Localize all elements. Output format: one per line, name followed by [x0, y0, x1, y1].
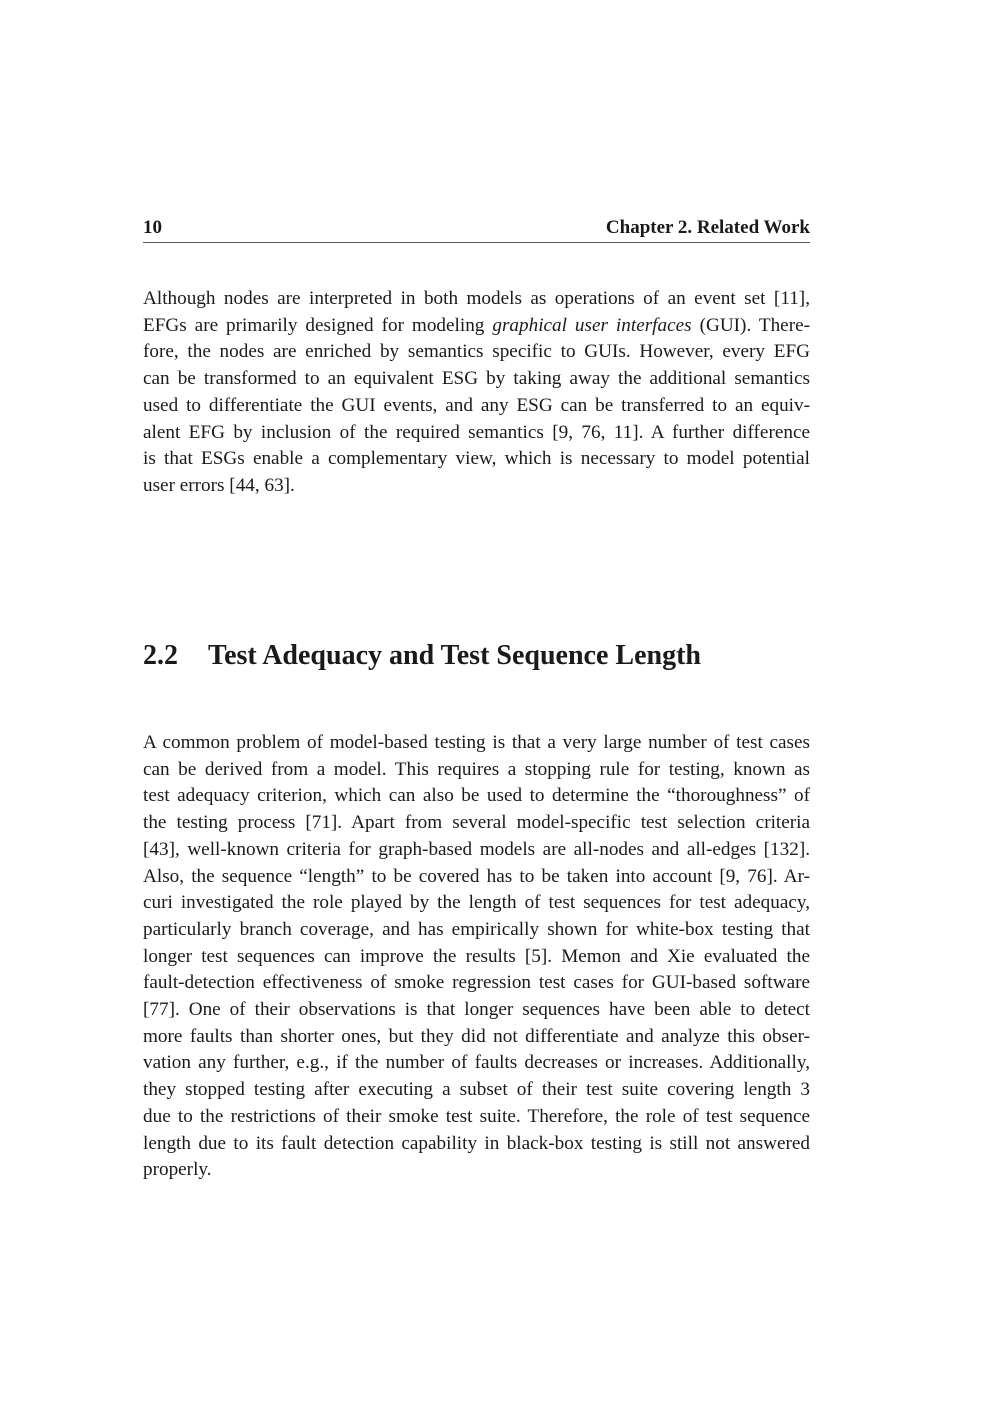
line-segment: (GUI). There-	[691, 314, 810, 336]
body-paragraph-2	[143, 730, 810, 1184]
paragraph-line: can be transformed to an equivalent ESG by taking away the additional semantics	[143, 368, 810, 390]
paragraph-line: [43], well-known criteria for graph-based models are all-nodes and all-edges [132].	[143, 838, 810, 860]
paragraph-line: used to differentiate the GUI events, and any ESG can be transferred to an equiv-	[143, 394, 810, 416]
paragraph-line: they stopped testing after executing a subset of their test suite covering length 3	[143, 1079, 810, 1101]
paragraph-line: Also, the sequence “length” to be covered has to be taken into account [9, 76]. Ar-	[143, 865, 810, 887]
section-number: 2.2	[143, 640, 178, 671]
paragraph-line: A common problem of model-based testing is that a very large number of test cases	[143, 732, 810, 753]
emphasis-term: graphical user interfaces	[492, 314, 692, 336]
paragraph-line: fault-detection effectiveness of smoke regression test cases for GUI-based software	[143, 972, 810, 994]
paragraph-line: more faults than shorter ones, but they did not differentiate and analyze this obser-	[143, 1025, 810, 1047]
paragraph-line: due to the restrictions of their smoke test suite. Therefore, the role of test sequence	[143, 1105, 810, 1127]
line-segment: EFGs are primarily designed for modeling	[143, 314, 493, 336]
paragraph-line: Although nodes are interpreted in both models as operations of an event set [11],	[143, 288, 810, 309]
paragraph-line: [77]. One of their observations is that longer sequences have been able to detect	[143, 999, 810, 1021]
paragraph-line: longer test sequences can improve the results [5]. Memon and Xie evaluated the	[143, 945, 810, 967]
paragraph-line: particularly branch coverage, and has empirically shown for white-box testing that	[143, 918, 810, 940]
paragraph-line: is that ESGs enable a complementary view, which is necessary to model potential	[143, 448, 810, 470]
paragraph-line: can be derived from a model. This requires a stopping rule for testing, known as	[143, 758, 810, 780]
paragraph-line: fore, the nodes are enriched by semantics specific to GUIs. However, every EFG	[143, 341, 810, 363]
paragraph-line	[143, 313, 810, 340]
chapter-title: Chapter 2. Related Work	[605, 217, 810, 238]
section-heading	[143, 640, 701, 672]
paragraph-line: alent EFG by inclusion of the required semantics [9, 76, 11]. A further difference	[143, 421, 810, 443]
paragraph-line: the testing process [71]. Apart from several model-specific test selection criteria	[143, 812, 810, 834]
section-title: Test Adequacy and Test Sequence Length	[208, 640, 701, 671]
page-number: 10	[143, 217, 162, 238]
paragraph-line: vation any further, e.g., if the number of faults decreases or increases. Additionally,	[143, 1052, 810, 1074]
running-header	[143, 214, 810, 243]
paragraph-line: length due to its fault detection capability in black-box testing is still not answered	[143, 1132, 810, 1154]
paragraph-line: test adequacy criterion, which can also be used to determine the “thoroughness” of	[143, 785, 810, 807]
body-paragraph-1	[143, 286, 810, 500]
paragraph-line: user errors [44, 63].	[143, 474, 295, 496]
paragraph-line: curi investigated the role played by the length of test sequences for test adequacy,	[143, 892, 810, 914]
paragraph-line: properly.	[143, 1159, 212, 1181]
